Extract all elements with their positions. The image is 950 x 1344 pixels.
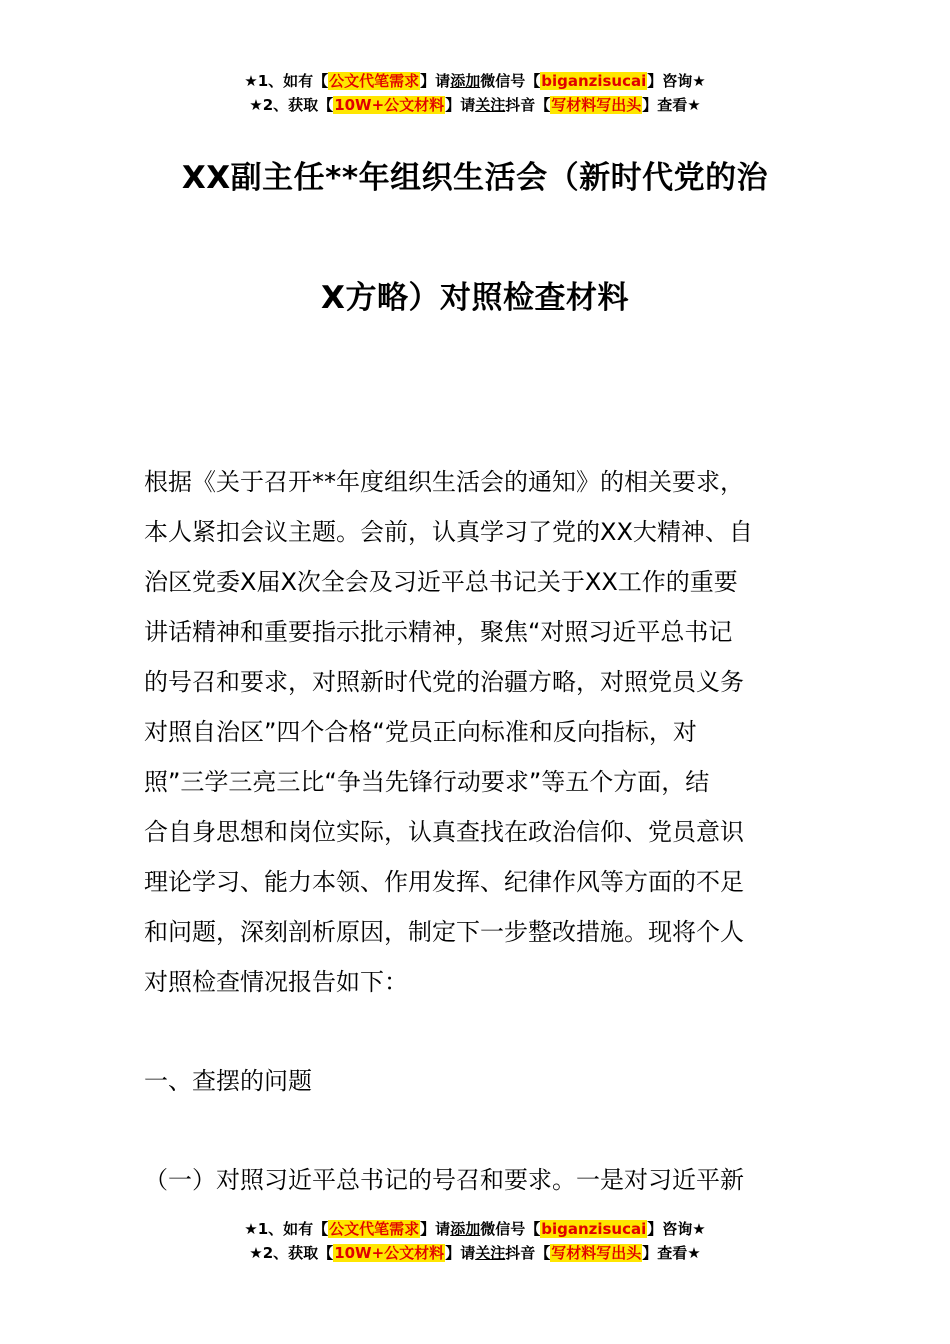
banner-highlight: 公文代笔需求	[329, 1220, 420, 1238]
document-title-line-2: X方略）对照检查材料	[321, 280, 629, 316]
paragraph-line: 合自身思想和岗位实际，认真查找在政治信仰、党员意识	[144, 818, 744, 846]
banner-highlight: 公文代笔需求	[329, 72, 420, 90]
banner-highlight: biganzisucai	[541, 72, 647, 90]
subsection-text: （一）对照习近平总书记的号召和要求。一是对习近平新	[144, 1166, 744, 1194]
banner-highlight: 写材料写出头	[551, 1244, 642, 1262]
section-heading-problems: 一、查摆的问题	[144, 1067, 312, 1095]
banner-highlight: 10W+公文材料	[334, 96, 445, 114]
banner-line-1: ★1、如有【公文代笔需求】请添加微信号【biganzisucai】咨询★	[244, 72, 706, 90]
paragraph-line: 理论学习、能力本领、作用发挥、纪律作风等方面的不足	[144, 868, 744, 896]
paragraph-line: 本人紧扣会议主题。会前，认真学习了党的XX大精神、自	[144, 518, 753, 546]
paragraph-line: 治区党委X届X次全会及习近平总书记关于XX工作的重要	[144, 568, 738, 596]
banner-line-1: ★1、如有【公文代笔需求】请添加微信号【biganzisucai】咨询★	[244, 1220, 706, 1238]
document-title-line-1: XX副主任**年组织生活会（新时代党的治	[181, 160, 769, 196]
paragraph-line: 对照检查情况报告如下：	[144, 968, 408, 996]
paragraph-line: 讲话精神和重要指示批示精神，聚焦“对照习近平总书记	[144, 618, 733, 646]
intro-paragraph	[144, 457, 812, 1007]
banner-highlight: biganzisucai	[541, 1220, 647, 1238]
header-banner	[0, 69, 950, 117]
paragraph-line: 照”三学三亮三比“争当先锋行动要求”等五个方面，结	[144, 768, 710, 796]
paragraph-line: 根据《关于召开**年度组织生活会的通知》的相关要求，	[144, 468, 744, 496]
banner-line-2: ★2、获取【10W+公文材料】请关注抖音【写材料写出头】查看★	[249, 96, 701, 114]
paragraph-line: 对照自治区”四个合格“党员正向标准和反向指标，对	[144, 718, 697, 746]
paragraph-line: 的号召和要求，对照新时代党的治疆方略，对照党员义务	[144, 668, 744, 696]
footer-banner	[0, 1217, 950, 1265]
paragraph-line: 和问题，深刻剖析原因，制定下一步整改措施。现将个人	[144, 918, 744, 946]
banner-highlight: 写材料写出头	[551, 96, 642, 114]
banner-line-2: ★2、获取【10W+公文材料】请关注抖音【写材料写出头】查看★	[249, 1244, 701, 1262]
banner-highlight: 10W+公文材料	[334, 1244, 445, 1262]
